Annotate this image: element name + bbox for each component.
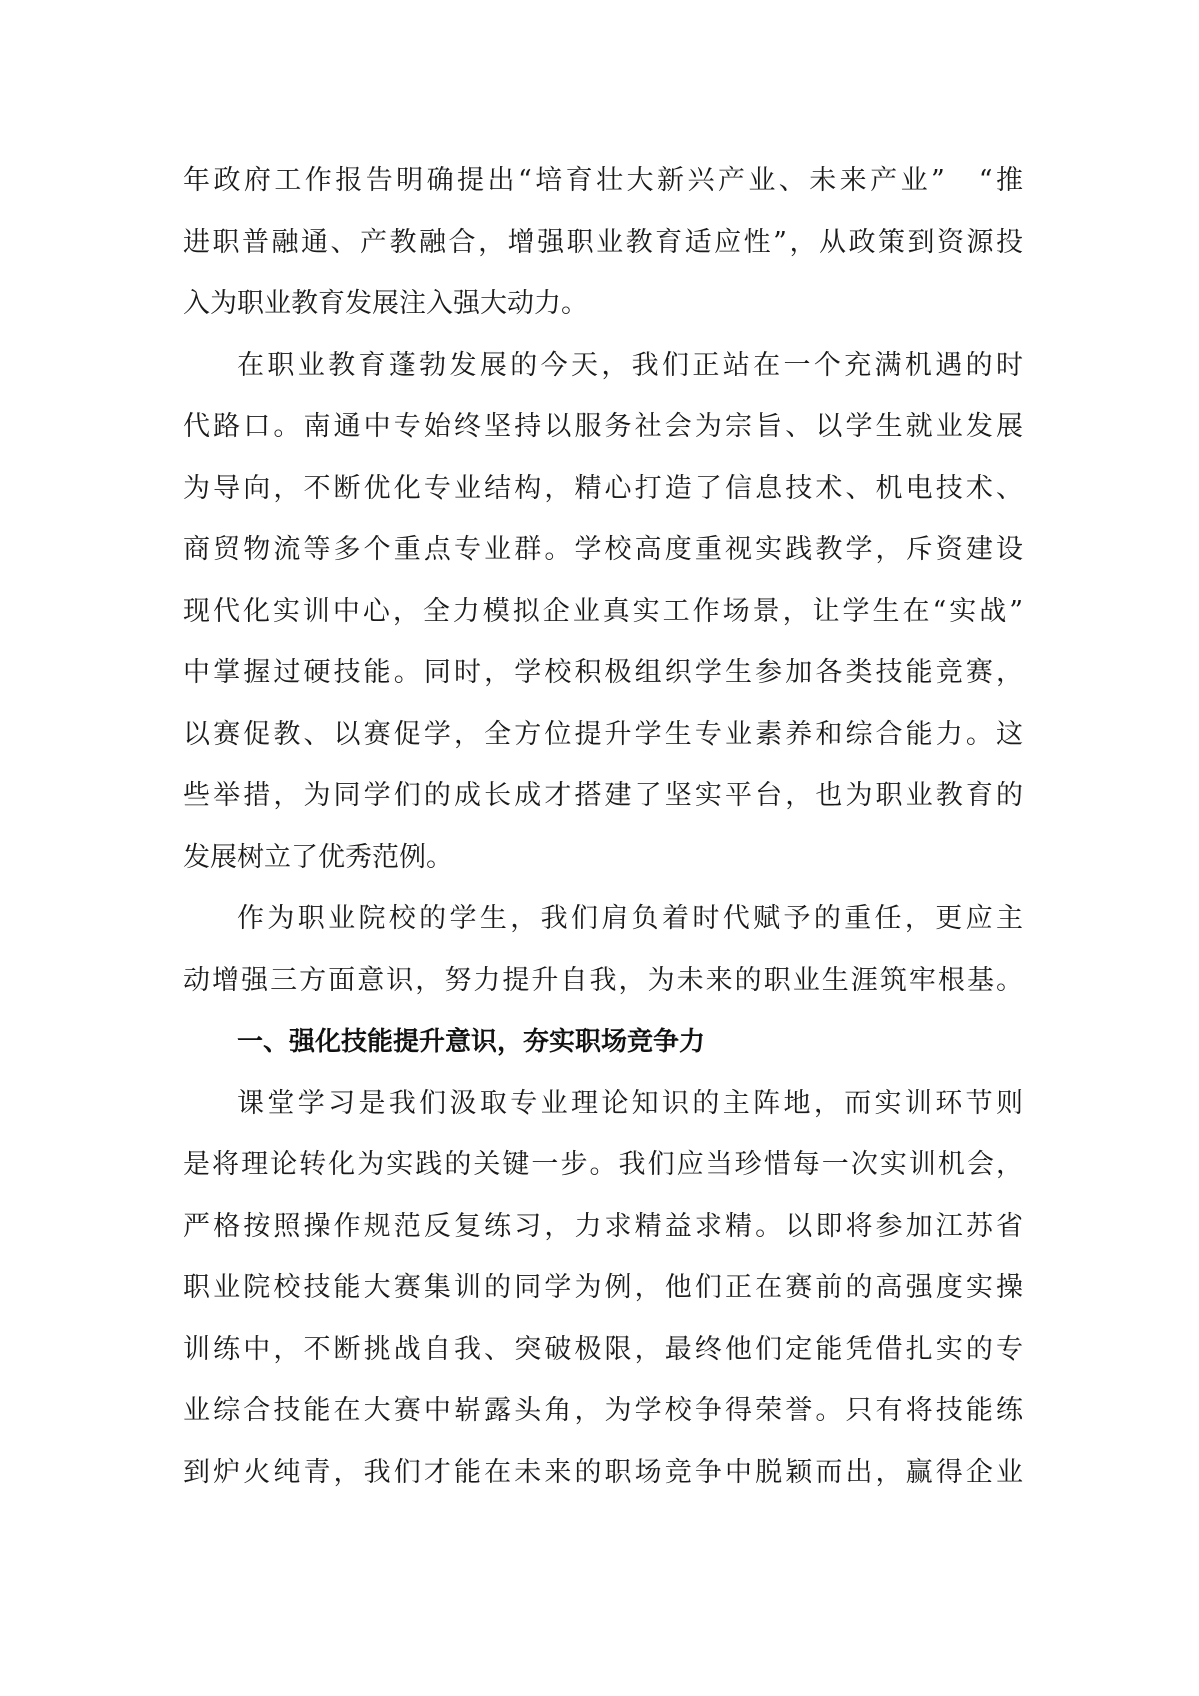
text-line: 代路口。南通中专始终坚持以服务社会为宗旨、以学生就业发展 [183, 411, 1023, 442]
text-line: 些举措，为同学们的成长成才搭建了坚实平台，也为职业教育的 [183, 780, 1023, 811]
text-line: 课堂学习是我们汲取专业理论知识的主阵地，而实训环节则 [237, 1088, 1023, 1119]
text-line: 年政府工作报告明确提出“培育壮大新兴产业、未来产业” “推 [183, 165, 1023, 196]
text-line: 中掌握过硬技能。同时，学校积极组织学生参加各类技能竞赛， [183, 657, 1023, 688]
text-line: 商贸物流等多个重点专业群。学校高度重视实践教学，斥资建设 [183, 534, 1023, 565]
text-line: 为导向，不断优化专业结构，精心打造了信息技术、机电技术、 [183, 473, 1023, 504]
text-line: 是将理论转化为实践的关键一步。我们应当珍惜每一次实训机会， [183, 1149, 1023, 1180]
section-heading: 一、强化技能提升意识，夯实职场竞争力 [237, 1027, 706, 1057]
text-line: 以赛促教、以赛促学，全方位提升学生专业素养和综合能力。这 [183, 719, 1023, 750]
text-line: 进职普融通、产教融合，增强职业教育适应性”，从政策到资源投 [183, 227, 1023, 258]
text-line: 作为职业院校的学生，我们肩负着时代赋予的重任，更应主 [237, 903, 1023, 934]
text-line: 在职业教育蓬勃发展的今天，我们正站在一个充满机遇的时 [237, 350, 1023, 381]
text-line: 职业院校技能大赛集训的同学为例，他们正在赛前的高强度实操 [183, 1272, 1023, 1303]
text-line: 严格按照操作规范反复练习，力求精益求精。以即将参加江苏省 [183, 1211, 1023, 1242]
text-line: 动增强三方面意识，努力提升自我，为未来的职业生涯筑牢根基。 [183, 965, 1023, 996]
text-line: 训练中，不断挑战自我、突破极限，最终他们定能凭借扎实的专 [183, 1334, 1023, 1365]
text-line: 业综合技能在大赛中崭露头角，为学校争得荣誉。只有将技能练 [183, 1395, 1023, 1426]
text-line: 到炉火纯青，我们才能在未来的职场竞争中脱颖而出，赢得企业 [183, 1457, 1023, 1488]
text-line: 现代化实训中心，全力模拟企业真实工作场景，让学生在“实战” [183, 596, 1023, 627]
text-line: 发展树立了优秀范例。 [183, 842, 453, 873]
text-line: 入为职业教育发展注入强大动力。 [183, 288, 588, 319]
